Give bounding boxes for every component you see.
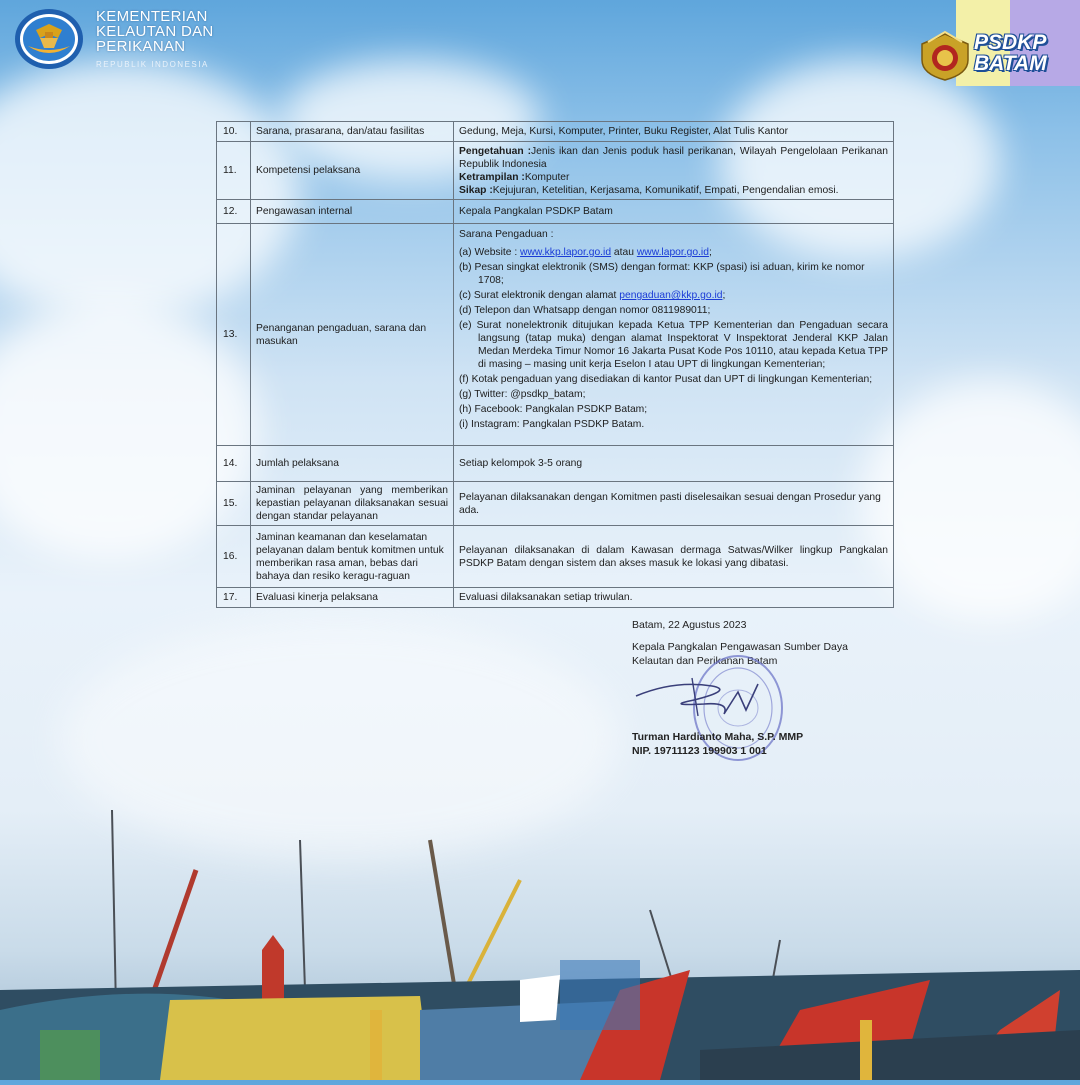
row-label: Evaluasi kinerja pelaksana	[251, 588, 454, 608]
row-number: 11.	[217, 142, 251, 200]
row-label: Jumlah pelaksana	[251, 446, 454, 482]
ministry-name-line: KEMENTERIAN	[96, 8, 208, 25]
ministry-subtitle: REPUBLIK INDONESIA	[96, 60, 209, 69]
skill-key: Ketrampilan :	[459, 171, 525, 183]
table-row	[217, 122, 894, 142]
row-content: Pelayanan dilaksanakan di dalam Kawasan dermaga Satwas/Wilker lingkup Pangkalan PSDKP Batam dengan sistem dan akses masuk ke lokasi yang dibatasi.	[454, 526, 894, 588]
complaint-item-a	[459, 246, 888, 259]
psdkp-brand	[918, 0, 1080, 86]
row-number: 16.	[217, 526, 251, 588]
row-label: Kompetensi pelaksana	[251, 142, 454, 200]
psdkp-badge-icon	[918, 30, 972, 82]
official-title: Kelautan dan Perikanan Batam	[632, 655, 778, 667]
complaint-item-e: (e) Surat nonelektronik ditujukan kepada Ketua TPP Kementerian dan Pengaduan secara langsung (tatap muka) dengan alamat Inspektorat V Inspektorat Jenderal KKP Jalan Medan Merdeka Timur Nomor 16 Jakarta Pusat Kode Pos 10110, atau kepada Ketua TPP di masing – masing unit kerja Eselon I atau UPT di lingkungan Kementerian;	[459, 320, 889, 370]
competence-attitude	[459, 184, 888, 197]
handwritten-signature	[634, 670, 774, 730]
complaint-item-g: (g) Twitter: @psdkp_batam;	[459, 389, 586, 400]
item-text: atau	[611, 247, 637, 258]
table-row	[217, 224, 894, 446]
table-row	[217, 526, 894, 588]
row-number: 15.	[217, 482, 251, 526]
ministry-header	[14, 8, 214, 70]
link-kkp-lapor[interactable]: www.kkp.lapor.go.id	[520, 247, 612, 258]
service-standard-table	[216, 121, 894, 608]
complaint-item-c	[459, 289, 888, 302]
link-email-pengaduan[interactable]: pengaduan@kkp.go.id	[619, 290, 723, 301]
competence-skill	[459, 171, 888, 184]
row-content: Kepala Pangkalan PSDKP Batam	[454, 200, 894, 224]
psdkp-wordmark	[974, 32, 1047, 74]
complaint-item-b: (b) Pesan singkat elektronik (SMS) dengan format: KKP (spasi) isi aduan, kirim ke nomor 1708;	[459, 262, 865, 286]
table-row	[217, 142, 894, 200]
official-name: Turman Hardianto Maha, S.P. MMP	[632, 731, 804, 743]
knowledge-key: Pengetahuan :	[459, 145, 531, 157]
item-text: ;	[722, 290, 726, 301]
table-row	[217, 588, 894, 608]
knowledge-value: Jenis ikan dan Jenis poduk hasil perikanan, Wilayah Pengelolaan Perikanan Republik Indonesia	[459, 145, 888, 170]
row-label: Penanganan pengaduan, sarana dan masukan	[251, 224, 454, 446]
complaint-item-f: (f) Kotak pengaduan yang disediakan di kantor Pusat dan UPT di lingkungan Kementerian;	[459, 374, 873, 385]
link-lapor[interactable]: www.lapor.go.id	[636, 247, 709, 258]
attitude-key: Sikap :	[459, 184, 493, 196]
competence-knowledge	[459, 145, 888, 171]
row-number: 10.	[217, 122, 251, 142]
row-number: 12.	[217, 200, 251, 224]
item-text: (c) Surat elektronik dengan alamat	[459, 290, 620, 301]
table-row	[217, 446, 894, 482]
row-label: Sarana, prasarana, dan/atau fasilitas	[251, 122, 454, 142]
skill-value: Komputer	[524, 171, 570, 183]
complaint-intro: Sarana Pengaduan :	[459, 229, 554, 240]
brand-line: PSDKP	[974, 31, 1047, 54]
ministry-name-line: PERIKANAN	[96, 38, 186, 55]
complaint-item-h: (h) Facebook: Pangkalan PSDKP Batam;	[459, 404, 648, 415]
row-content: Gedung, Meja, Kursi, Komputer, Printer, Buku Register, Alat Tulis Kantor	[454, 122, 894, 142]
official-nip: NIP. 19711123 199903 1 001	[632, 745, 767, 757]
official-name-block	[632, 730, 803, 758]
row-number: 13.	[217, 224, 251, 446]
row-label: Jaminan pelayanan yang memberikan kepastian pelayanan dilaksanakan sesuai dengan standar pelayanan	[251, 482, 454, 526]
row-label: Pengawasan internal	[251, 200, 454, 224]
brand-line: BATAM	[974, 52, 1047, 75]
row-content: Evaluasi dilaksanakan setiap triwulan.	[454, 588, 894, 608]
row-content	[454, 224, 894, 446]
item-text: (a) Website :	[459, 247, 521, 258]
official-title: Kepala Pangkalan Pengawasan Sumber Daya	[632, 641, 848, 653]
ministry-logo	[14, 8, 84, 70]
place-date: Batam, 22 Agustus 2023	[632, 619, 747, 631]
complaint-item-i: (i) Instagram: Pangkalan PSDKP Batam.	[459, 419, 645, 430]
harbor-boats-illustration	[0, 800, 1080, 1080]
row-content: Pelayanan dilaksanakan dengan Komitmen pasti diselesaikan sesuai dengan Prosedur yang ada.	[454, 482, 894, 526]
table-row	[217, 482, 894, 526]
item-text: ;	[708, 247, 712, 258]
row-content: Setiap kelompok 3-5 orang	[454, 446, 894, 482]
row-content	[454, 142, 894, 200]
attitude-value: Kejujuran, Ketelitian, Kerjasama, Komunikatif, Empati, Pengendalian emosi.	[492, 184, 839, 196]
complaint-item-d: (d) Telepon dan Whatsapp dengan nomor 0811989011;	[459, 305, 711, 316]
row-number: 14.	[217, 446, 251, 482]
table-row	[217, 200, 894, 224]
row-label: Jaminan keamanan dan keselamatan pelayanan dalam bentuk komitmen untuk memberikan rasa aman, bebas dari bahaya dan resiko keragu-raguan	[251, 526, 454, 588]
ministry-name-line: KELAUTAN DAN	[96, 23, 214, 40]
row-number: 17.	[217, 588, 251, 608]
